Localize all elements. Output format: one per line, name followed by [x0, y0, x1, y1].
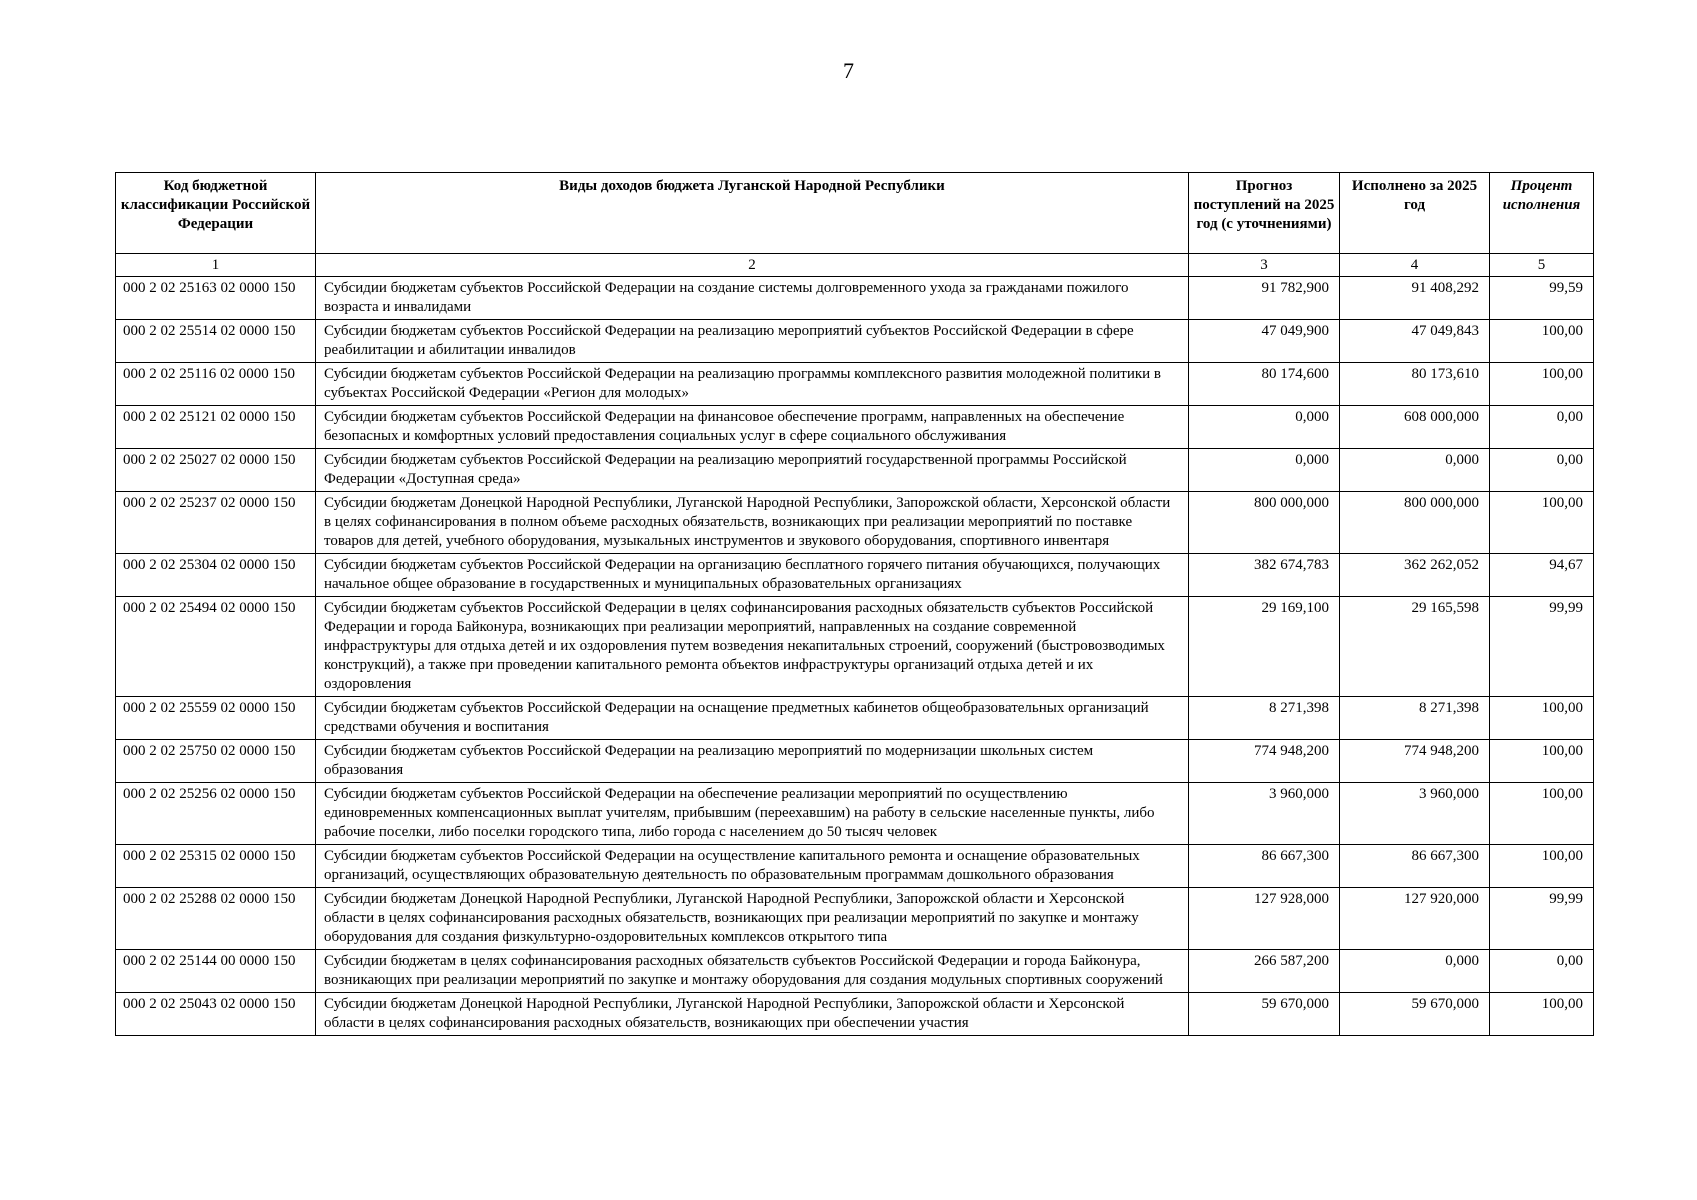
table-row — [116, 783, 1594, 845]
cell-income-type: Субсидии бюджетам субъектов Российской Федерации на реализацию программы комплексного развития молодежной политики в субъектах Российской Федерации «Регион для молодых» — [316, 363, 1189, 406]
cell-income-type: Субсидии бюджетам субъектов Российской Федерации на создание системы долговременного ухода за гражданами пожилого возраста и инвалидами — [316, 277, 1189, 320]
cell-percent: 0,00 — [1490, 406, 1594, 449]
cell-executed: 8 271,398 — [1340, 697, 1490, 740]
cell-code: 000 2 02 25043 02 0000 150 — [116, 993, 316, 1036]
cell-forecast: 774 948,200 — [1189, 740, 1340, 783]
cell-income-type: Субсидии бюджетам субъектов Российской Федерации на финансовое обеспечение программ, направленных на обеспечение безопасных и комфортных условий предоставления социальных услуг в сфере социального обслуживания — [316, 406, 1189, 449]
cell-forecast: 91 782,900 — [1189, 277, 1340, 320]
cell-executed: 80 173,610 — [1340, 363, 1490, 406]
column-number-row — [116, 254, 1594, 277]
header-executed: Исполнено за 2025 год — [1340, 173, 1490, 254]
cell-percent: 100,00 — [1490, 740, 1594, 783]
cell-code: 000 2 02 25559 02 0000 150 — [116, 697, 316, 740]
cell-percent: 0,00 — [1490, 449, 1594, 492]
header-percent: Процент исполнения — [1490, 173, 1594, 254]
table-body — [116, 277, 1594, 1036]
cell-percent: 99,99 — [1490, 597, 1594, 697]
cell-percent: 100,00 — [1490, 697, 1594, 740]
cell-percent: 100,00 — [1490, 363, 1594, 406]
cell-forecast: 0,000 — [1189, 449, 1340, 492]
cell-forecast: 266 587,200 — [1189, 950, 1340, 993]
cell-forecast: 3 960,000 — [1189, 783, 1340, 845]
cell-percent: 100,00 — [1490, 993, 1594, 1036]
cell-code: 000 2 02 25750 02 0000 150 — [116, 740, 316, 783]
cell-income-type: Субсидии бюджетам субъектов Российской Федерации на реализацию мероприятий государственной программы Российской Федерации «Доступная среда» — [316, 449, 1189, 492]
table-row — [116, 950, 1594, 993]
cell-forecast: 127 928,000 — [1189, 888, 1340, 950]
cell-income-type: Субсидии бюджетам субъектов Российской Федерации на реализацию мероприятий по модернизации школьных систем образования — [316, 740, 1189, 783]
cell-code: 000 2 02 25163 02 0000 150 — [116, 277, 316, 320]
table-row — [116, 406, 1594, 449]
cell-code: 000 2 02 25315 02 0000 150 — [116, 845, 316, 888]
cell-code: 000 2 02 25121 02 0000 150 — [116, 406, 316, 449]
cell-executed: 362 262,052 — [1340, 554, 1490, 597]
column-number: 5 — [1490, 254, 1594, 277]
cell-code: 000 2 02 25256 02 0000 150 — [116, 783, 316, 845]
header-income-type: Виды доходов бюджета Луганской Народной Республики — [316, 173, 1189, 254]
table-row — [116, 845, 1594, 888]
cell-income-type: Субсидии бюджетам Донецкой Народной Республики, Луганской Народной Республики, Запорожской области и Херсонской области в целях софинансирования расходных обязательств, возникающих при обеспечении участия — [316, 993, 1189, 1036]
cell-code: 000 2 02 25027 02 0000 150 — [116, 449, 316, 492]
cell-code: 000 2 02 25304 02 0000 150 — [116, 554, 316, 597]
table-header-row — [116, 173, 1594, 254]
cell-executed: 608 000,000 — [1340, 406, 1490, 449]
cell-income-type: Субсидии бюджетам субъектов Российской Федерации на обеспечение реализации мероприятий по осуществлению единовременных компенсационных выплат учителям, прибывшим (переехавшим) на работу в сельские населенные пункты, либо рабочие поселки, либо поселки городского типа, либо города с населением до 50 тысяч человек — [316, 783, 1189, 845]
cell-code: 000 2 02 25144 00 0000 150 — [116, 950, 316, 993]
table-row — [116, 993, 1594, 1036]
cell-forecast: 59 670,000 — [1189, 993, 1340, 1036]
cell-income-type: Субсидии бюджетам субъектов Российской Федерации на реализацию мероприятий субъектов Российской Федерации в сфере реабилитации и абилитации инвалидов — [316, 320, 1189, 363]
cell-forecast: 8 271,398 — [1189, 697, 1340, 740]
cell-percent: 100,00 — [1490, 320, 1594, 363]
cell-forecast: 86 667,300 — [1189, 845, 1340, 888]
cell-forecast: 80 174,600 — [1189, 363, 1340, 406]
cell-percent: 94,67 — [1490, 554, 1594, 597]
cell-income-type: Субсидии бюджетам в целях софинансирования расходных обязательств субъектов Российской Федерации и города Байконура, возникающих при реализации мероприятий по закупке и монтажу оборудования для создания модульных спортивных сооружений — [316, 950, 1189, 993]
cell-forecast: 47 049,900 — [1189, 320, 1340, 363]
cell-executed: 800 000,000 — [1340, 492, 1490, 554]
cell-income-type: Субсидии бюджетам Донецкой Народной Республики, Луганской Народной Республики, Запорожской области, Херсонской области в целях софинансирования в полном объеме расходных обязательств, возникающих при реализации мероприятий по поставке товаров для детей, учебного оборудования, музыкальных инструментов и звукового оборудования, спортивного инвентаря — [316, 492, 1189, 554]
cell-code: 000 2 02 25237 02 0000 150 — [116, 492, 316, 554]
cell-executed: 91 408,292 — [1340, 277, 1490, 320]
header-code: Код бюджетной классификации Российской Федерации — [116, 173, 316, 254]
table-row — [116, 492, 1594, 554]
cell-executed: 29 165,598 — [1340, 597, 1490, 697]
column-number: 4 — [1340, 254, 1490, 277]
cell-executed: 127 920,000 — [1340, 888, 1490, 950]
cell-forecast: 29 169,100 — [1189, 597, 1340, 697]
table-row — [116, 888, 1594, 950]
table-row — [116, 697, 1594, 740]
table-row — [116, 740, 1594, 783]
table-row — [116, 320, 1594, 363]
cell-percent: 99,59 — [1490, 277, 1594, 320]
cell-percent: 100,00 — [1490, 492, 1594, 554]
cell-code: 000 2 02 25116 02 0000 150 — [116, 363, 316, 406]
header-forecast: Прогноз поступлений на 2025 год (с уточнениями) — [1189, 173, 1340, 254]
table-row — [116, 597, 1594, 697]
cell-executed: 86 667,300 — [1340, 845, 1490, 888]
cell-percent: 99,99 — [1490, 888, 1594, 950]
cell-income-type: Субсидии бюджетам субъектов Российской Федерации в целях софинансирования расходных обязательств субъектов Российской Федерации и города Байконура, возникающих при реализации мероприятий, направленных на создание современной инфраструктуры для отдыха детей и их оздоровления путем возведения некапитальных строений, сооружений (быстровозводимых конструкций), а также при проведении капитального ремонта объектов инфраструктуры организаций отдыха детей и их оздоровления — [316, 597, 1189, 697]
cell-code: 000 2 02 25288 02 0000 150 — [116, 888, 316, 950]
cell-percent: 100,00 — [1490, 845, 1594, 888]
cell-forecast: 382 674,783 — [1189, 554, 1340, 597]
cell-code: 000 2 02 25494 02 0000 150 — [116, 597, 316, 697]
cell-code: 000 2 02 25514 02 0000 150 — [116, 320, 316, 363]
table-row — [116, 277, 1594, 320]
cell-income-type: Субсидии бюджетам субъектов Российской Федерации на осуществление капитального ремонта и оснащение образовательных организаций, осуществляющих образовательную деятельность по образовательным программам дошкольного образования — [316, 845, 1189, 888]
table-row — [116, 554, 1594, 597]
cell-income-type: Субсидии бюджетам субъектов Российской Федерации на оснащение предметных кабинетов общеобразовательных организаций средствами обучения и воспитания — [316, 697, 1189, 740]
column-number: 1 — [116, 254, 316, 277]
column-number: 2 — [316, 254, 1189, 277]
page-number: 7 — [843, 58, 854, 83]
cell-percent: 100,00 — [1490, 783, 1594, 845]
table-row — [116, 363, 1594, 406]
cell-executed: 0,000 — [1340, 950, 1490, 993]
cell-executed: 3 960,000 — [1340, 783, 1490, 845]
cell-forecast: 0,000 — [1189, 406, 1340, 449]
cell-percent: 0,00 — [1490, 950, 1594, 993]
column-number: 3 — [1189, 254, 1340, 277]
cell-forecast: 800 000,000 — [1189, 492, 1340, 554]
cell-executed: 0,000 — [1340, 449, 1490, 492]
cell-executed: 47 049,843 — [1340, 320, 1490, 363]
cell-income-type: Субсидии бюджетам Донецкой Народной Республики, Луганской Народной Республики, Запорожской области и Херсонской области в целях софинансирования расходных обязательств, возникающих при реализации мероприятий по закупке и монтажу оборудования для создания физкультурно-оздоровительных комплексов открытого типа — [316, 888, 1189, 950]
cell-executed: 59 670,000 — [1340, 993, 1490, 1036]
budget-income-table — [115, 172, 1594, 1036]
cell-executed: 774 948,200 — [1340, 740, 1490, 783]
cell-income-type: Субсидии бюджетам субъектов Российской Федерации на организацию бесплатного горячего питания обучающихся, получающих начальное общее образование в государственных и муниципальных образовательных организациях — [316, 554, 1189, 597]
table-row — [116, 449, 1594, 492]
